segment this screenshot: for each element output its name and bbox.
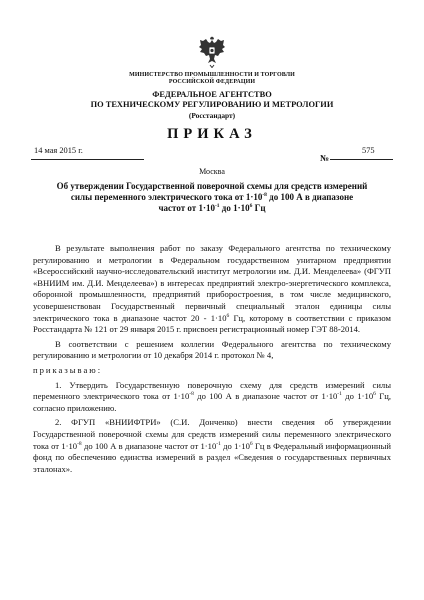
order-body — [33, 243, 391, 478]
order-number: 575 — [362, 146, 375, 155]
number-underline — [330, 159, 393, 160]
paragraph-item-2: 2. ФГУП «ВНИИФТРИ» (С.И. Донченко) внести сведения об утверждении Государственной поверочной схемы для средств измерений силы переменного электрического тока от $1\cdot 10^{-8}$ до 100 А в диапазоне частот от $1\cdot 10^{-1}$ до $1\cdot 10^6$ Гц в Федеральный информационный фонд по обеспечению единства измерений в раздел «Сведения о государственных первичных эталонах». — [33, 417, 391, 474]
order-title: ПРИКАЗ — [167, 126, 257, 142]
paragraph-results: В результате выполнения работ по заказу Федерального агентства по техническому регулированию и метрологии в Федеральном государственном унитарном предприятии «Всероссийский научно-исследовательский институт метрологии им. Д.И. Менделеева» (ФГУП «ВНИИМ им. Д.И. Менделеева») в интересах предприятий электро-энергетического комплекса, оборонной промышленности, предприятий приборостроения, в том числе медицинского, усовершенствован Государственный первичный специальный эталон единицы силы электрического тока в диапазоне частот $20 - 1\cdot 10^6$ Гц, которому в соответствии с приказом Росстандарта № 121 от 29 января 2015 г. присвоен регистрационный номер ГЭТ 88-2014. — [33, 243, 391, 335]
date-underline — [31, 159, 144, 160]
agency-name: ФЕДЕРАЛЬНОЕ АГЕНТСТВО ПО ТЕХНИЧЕСКОМУ РЕГУЛИРОВАНИЮ И МЕТРОЛОГИИ — [90, 90, 334, 109]
agency-short-name: (Росстандарт) — [188, 111, 236, 120]
paragraph-item-1: 1. Утвердить Государственную поверочную схему для средств измерений силы переменного электрического тока от $1\cdot 10^{-8}$ до 100 А в диапазоне частот от $1\cdot 10^{-1}$ до $1\cdot 10^6$ Гц, согласно приложению. — [33, 379, 391, 413]
order-date: 14 мая 2015 г. — [34, 146, 83, 155]
order-word: приказываю: — [33, 364, 103, 375]
order-subject: Об утверждении Государственной поверочной схемы для средств измерений силы переменного электрического тока от $1\cdot 10^{-8}$ до 100 А в диапазоне частот от $1\cdot 10^{-1}$ до $1\cdot 10^6$ Гц — [56, 181, 368, 213]
ministry-name: МИНИСТЕРСТВО ПРОМЫШЛЕННОСТИ И ТОРГОВЛИ РОССИЙСКОЙ ФЕДЕРАЦИИ — [129, 72, 295, 85]
city: Москва — [199, 167, 225, 176]
number-sign: № — [320, 153, 330, 163]
paragraph-decision: В соответствии с решением коллегии Федерального агентства по техническому регулированию и метрологии от 10 декабря 2014 г. протокол № 4, — [33, 338, 391, 361]
coat-of-arms-icon — [197, 36, 227, 68]
